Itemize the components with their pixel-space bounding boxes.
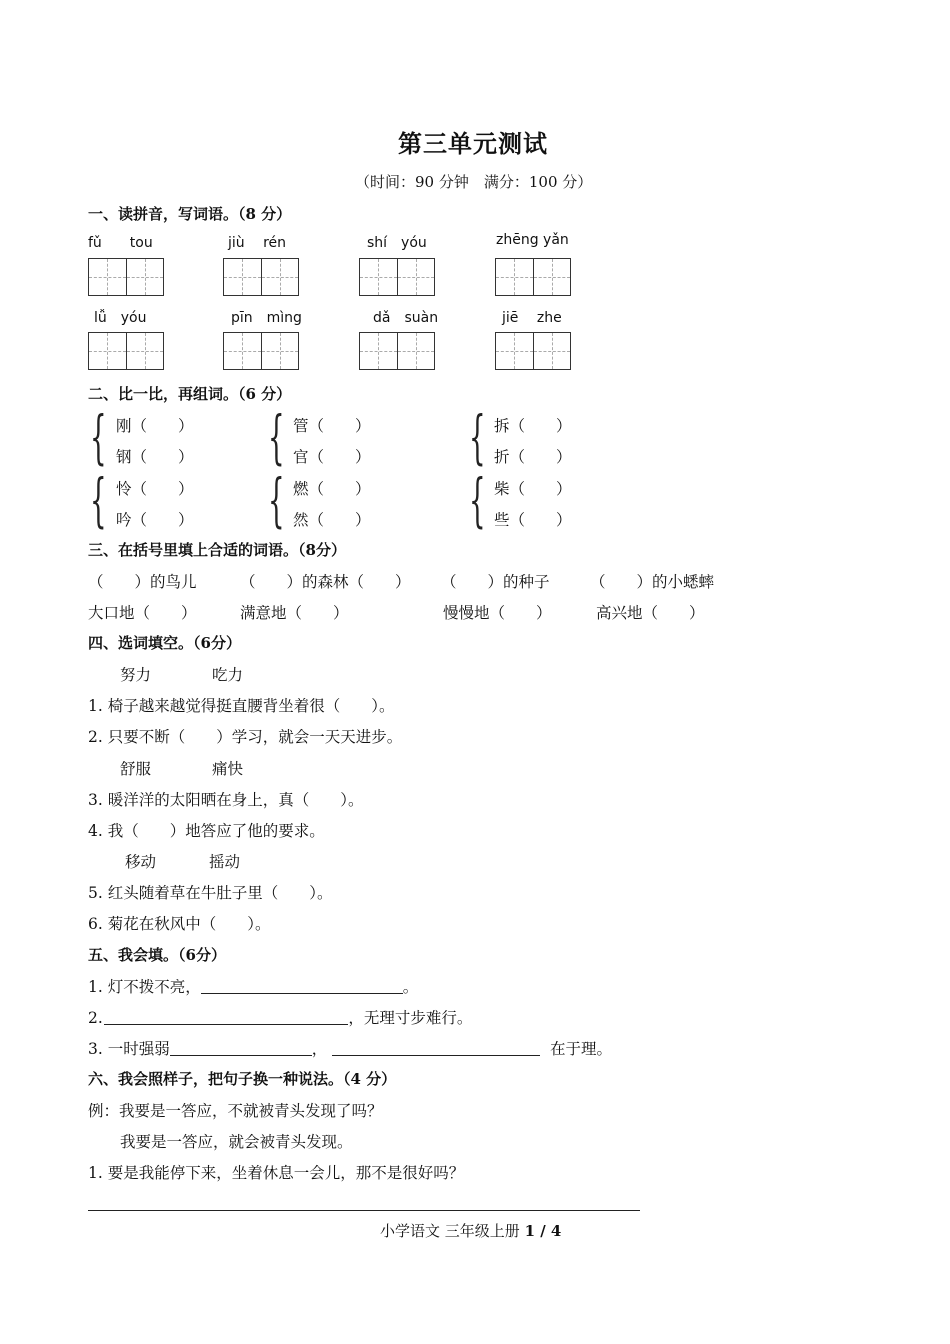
pinyin-label: shí yóu bbox=[367, 235, 427, 251]
brace-icon: { bbox=[268, 403, 285, 471]
compare-word: 折（ ） bbox=[494, 448, 572, 466]
compare-word: 怜（ ） bbox=[116, 480, 194, 498]
word-choice: 吃力 bbox=[212, 666, 244, 684]
footer-divider bbox=[88, 1210, 640, 1211]
writing-grid[interactable] bbox=[495, 332, 571, 370]
fill-phrase: （ ）的鸟儿 bbox=[88, 573, 197, 591]
compare-word: 些（ ） bbox=[494, 511, 572, 529]
footer-text: 小学语文 三年级上册 bbox=[380, 1222, 520, 1240]
question: 1. 椅子越来越觉得挺直腰背坐着很（ ）。 bbox=[88, 697, 395, 715]
page-number: 1 / 4 bbox=[524, 1222, 562, 1240]
question-text: ， bbox=[311, 1040, 328, 1058]
question: 6. 菊花在秋风中（ ）。 bbox=[88, 915, 271, 933]
compare-word: 钢（ ） bbox=[116, 448, 194, 466]
question: 4. 我（ ）地答应了他的要求。 bbox=[88, 822, 325, 840]
writing-grid[interactable] bbox=[223, 332, 299, 370]
compare-word: 拆（ ） bbox=[494, 417, 572, 435]
question-text: 在于理。 bbox=[550, 1040, 613, 1058]
answer-blank[interactable] bbox=[104, 1008, 348, 1025]
time-score-info: （时间：90 分钟 满分：100 分） bbox=[355, 173, 593, 191]
fill-phrase: 大口地（ ） bbox=[88, 604, 197, 622]
word-choice: 痛快 bbox=[212, 760, 244, 778]
section-4-heading: 四、选词填空。（6分） bbox=[88, 634, 241, 652]
brace-icon: { bbox=[90, 403, 107, 471]
fill-phrase: （ ）的小蟋蟀 bbox=[590, 573, 715, 591]
section-6-heading: 六、我会照样子，把句子换一种说法。（4 分） bbox=[88, 1070, 397, 1088]
pinyin-label: jiē zhe bbox=[502, 310, 562, 326]
fill-question bbox=[88, 975, 418, 997]
compare-word: 吟（ ） bbox=[116, 511, 194, 529]
fill-phrase: 慢慢地（ ） bbox=[443, 604, 552, 622]
pinyin-label: lǚ yóu bbox=[94, 310, 147, 326]
section-1-heading: 一、读拼音，写词语。（8 分） bbox=[88, 205, 292, 223]
brace-icon: { bbox=[469, 403, 486, 471]
question-text: ，无理寸步难行。 bbox=[348, 1009, 473, 1027]
writing-grid[interactable] bbox=[88, 258, 164, 296]
question-text: 。 bbox=[402, 978, 419, 996]
compare-word: 柴（ ） bbox=[494, 480, 572, 498]
writing-grid[interactable] bbox=[495, 258, 571, 296]
writing-grid[interactable] bbox=[88, 332, 164, 370]
pinyin-label: zhēng yǎn bbox=[496, 232, 569, 248]
word-choice: 舒服 bbox=[120, 760, 152, 778]
fill-question bbox=[88, 1006, 472, 1028]
fill-phrase: 满意地（ ） bbox=[240, 604, 349, 622]
compare-word: 管（ ） bbox=[293, 417, 371, 435]
example-answer: 我要是一答应，就会被青头发现。 bbox=[120, 1133, 353, 1151]
fill-phrase: （ ）的森林（ ） bbox=[240, 573, 411, 591]
section-3-heading: 三、在括号里填上合适的词语。（8分） bbox=[88, 541, 346, 559]
question-text: 3. 一时强弱 bbox=[88, 1040, 170, 1058]
compare-word: 刚（ ） bbox=[116, 417, 194, 435]
word-choice: 努力 bbox=[120, 666, 152, 684]
answer-blank[interactable] bbox=[332, 1039, 540, 1056]
pinyin-label: dǎ suàn bbox=[373, 310, 439, 326]
pinyin-label: pīn mìng bbox=[231, 310, 302, 326]
compare-word: 然（ ） bbox=[293, 511, 371, 529]
question: 5. 红头随着草在牛肚子里（ ）。 bbox=[88, 884, 333, 902]
section-5-heading: 五、我会填。（6分） bbox=[88, 946, 226, 964]
writing-grid[interactable] bbox=[223, 258, 299, 296]
word-choice: 移动 bbox=[125, 853, 157, 871]
writing-grid[interactable] bbox=[359, 332, 435, 370]
fill-question bbox=[88, 1037, 612, 1059]
section-2-heading: 二、比一比，再组词。（6 分） bbox=[88, 385, 292, 403]
answer-blank[interactable] bbox=[170, 1039, 312, 1056]
compare-word: 燃（ ） bbox=[293, 480, 371, 498]
pinyin-label: fǔ tou bbox=[88, 235, 153, 251]
question: 2. 只要不断（ ）学习，就会一天天进步。 bbox=[88, 728, 403, 746]
page-title: 第三单元测试 bbox=[398, 129, 548, 158]
writing-grid[interactable] bbox=[359, 258, 435, 296]
pinyin-label: jiù rén bbox=[228, 235, 287, 251]
example-sentence: 例：我要是一答应，不就被青头发现了吗？ bbox=[88, 1102, 383, 1120]
question: 1. 要是我能停下来，坐着休息一会儿，那不是很好吗？ bbox=[88, 1164, 465, 1182]
question-text: 1. 灯不拨不亮， bbox=[88, 978, 201, 996]
question: 3. 暖洋洋的太阳晒在身上，真（ ）。 bbox=[88, 791, 364, 809]
brace-icon: { bbox=[268, 466, 285, 534]
footer bbox=[380, 1220, 561, 1241]
fill-phrase: （ ）的种子 bbox=[441, 573, 550, 591]
compare-word: 官（ ） bbox=[293, 448, 371, 466]
question-text: 2. bbox=[88, 1009, 103, 1027]
brace-icon: { bbox=[469, 466, 486, 534]
fill-phrase: 高兴地（ ） bbox=[596, 604, 705, 622]
word-choice: 摇动 bbox=[209, 853, 241, 871]
answer-blank[interactable] bbox=[201, 977, 403, 994]
brace-icon: { bbox=[90, 466, 107, 534]
